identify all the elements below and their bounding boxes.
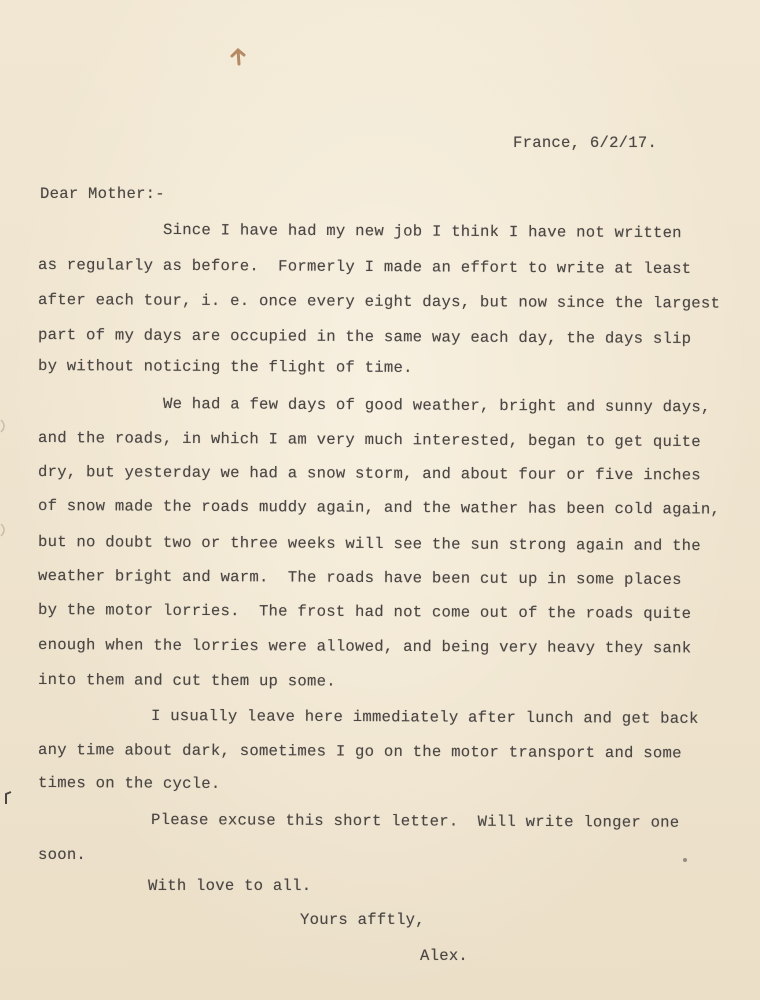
body-line: We had a few days of good weather, bright and sunny days, xyxy=(162,395,711,417)
body-line: enough when the lorries were allowed, and being very heavy they sank xyxy=(37,636,692,658)
body-line: part of my days are occupied in the same way each day, the days slip xyxy=(37,326,692,348)
body-line: and the roads, in which I am very much interested, began to get quite xyxy=(37,429,701,452)
body-line: of snow made the roads muddy again, and the wather has been cold again, xyxy=(37,497,721,519)
valediction: Yours afftly, xyxy=(300,911,425,929)
body-line: dry, but yesterday we had a snow storm, and about four or five inches xyxy=(37,463,701,485)
body-line: times on the cycle. xyxy=(37,774,221,793)
ink-speck xyxy=(683,858,687,862)
body-line: Please excuse this short letter. Will write longer one xyxy=(150,811,680,832)
edge-mark xyxy=(0,522,10,538)
closing: With love to all. xyxy=(148,877,312,895)
body-line: soon. xyxy=(38,846,87,864)
body-line: as regularly as before. Formerly I made an effort to write at least xyxy=(37,256,692,278)
body-line: after each tour, i. e. once every eight days, but now since the largest xyxy=(37,291,721,313)
edge-mark xyxy=(0,418,10,434)
body-line: weather bright and warm. The roads have been cut up in some places xyxy=(37,567,682,589)
ink-mark xyxy=(226,44,250,66)
body-line: but no doubt two or three weeks will see the sun strong again and the xyxy=(37,533,701,556)
body-line: by the motor lorries. The frost had not come out of the roads quite xyxy=(37,601,692,623)
body-line: by without noticing the flight of time. xyxy=(37,357,413,377)
body-line: any time about dark, sometimes I go on the motor transport and some xyxy=(37,741,682,763)
dateline: France, 6/2/17. xyxy=(513,134,658,152)
body-line: Since I have had my new job I think I have not written xyxy=(162,221,682,243)
edge-mark xyxy=(3,790,13,806)
body-line: I usually leave here immediately after lunch and get back xyxy=(150,707,699,728)
body-line: into them and cut them up some. xyxy=(37,671,336,691)
signature: Alex. xyxy=(420,947,469,965)
salutation: Dear Mother:- xyxy=(40,185,165,203)
